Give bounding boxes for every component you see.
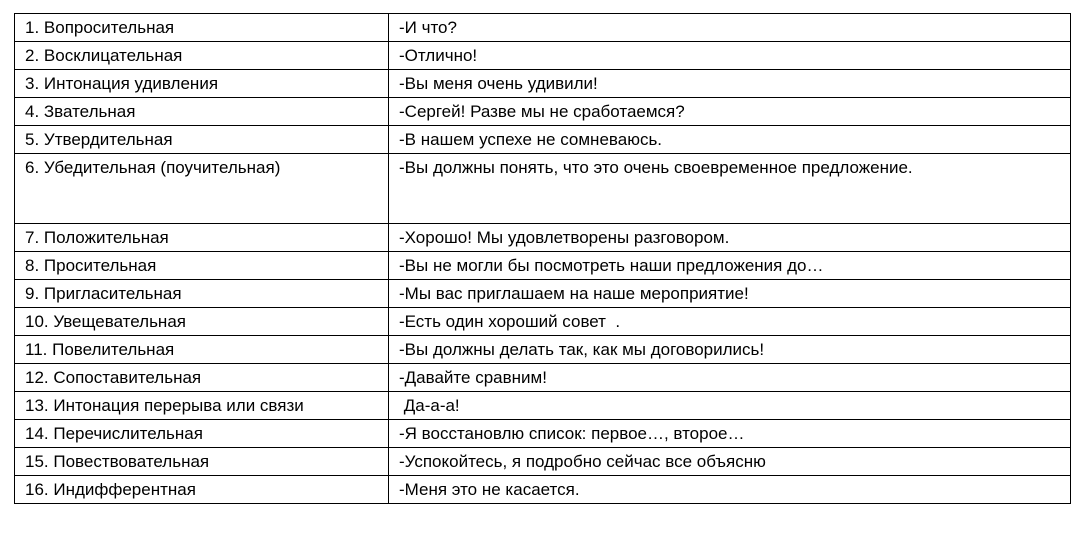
intonation-type-cell: 15. Повествовательная	[15, 448, 389, 476]
table-row	[15, 70, 1071, 98]
table-row	[15, 392, 1071, 420]
table-row	[15, 42, 1071, 70]
table-row	[15, 476, 1071, 504]
intonation-type-cell: 16. Индифферентная	[15, 476, 389, 504]
intonation-type-cell: 9. Пригласительная	[15, 280, 389, 308]
example-phrase-cell: -И что?	[389, 14, 1071, 42]
intonation-type-cell: 3. Интонация удивления	[15, 70, 389, 98]
example-phrase-cell: -Вы должны делать так, как мы договорились!	[389, 336, 1071, 364]
table-row	[15, 14, 1071, 42]
intonation-type-cell: 11. Повелительная	[15, 336, 389, 364]
table-row	[15, 126, 1071, 154]
intonation-type-cell: 10. Увещевательная	[15, 308, 389, 336]
example-phrase-cell: -Вы не могли бы посмотреть наши предложения до…	[389, 252, 1071, 280]
example-phrase-cell: -В нашем успехе не сомневаюсь.	[389, 126, 1071, 154]
table-row	[15, 280, 1071, 308]
example-phrase-cell: -Меня это не касается.	[389, 476, 1071, 504]
example-phrase-cell: -Сергей! Разве мы не сработаемся?	[389, 98, 1071, 126]
example-phrase-cell: -Отлично!	[389, 42, 1071, 70]
table-row	[15, 154, 1071, 224]
intonation-type-cell: 1. Вопросительная	[15, 14, 389, 42]
example-phrase-cell: -Успокойтесь, я подробно сейчас все объясню	[389, 448, 1071, 476]
table-row	[15, 252, 1071, 280]
example-phrase-cell: -Есть один хороший совет .	[389, 308, 1071, 336]
table-row	[15, 308, 1071, 336]
example-phrase-cell: -Мы вас приглашаем на наше мероприятие!	[389, 280, 1071, 308]
intonation-type-cell: 7. Положительная	[15, 224, 389, 252]
intonation-type-cell: 14. Перечислительная	[15, 420, 389, 448]
table-row	[15, 364, 1071, 392]
example-phrase-cell: -Вы меня очень удивили!	[389, 70, 1071, 98]
example-phrase-cell: -Я восстановлю список: первое…, второе…	[389, 420, 1071, 448]
intonation-type-cell: 8. Просительная	[15, 252, 389, 280]
table-row	[15, 448, 1071, 476]
table-row	[15, 98, 1071, 126]
intonation-type-cell: 12. Сопоставительная	[15, 364, 389, 392]
table-body	[15, 14, 1071, 504]
intonation-type-cell: 5. Утвердительная	[15, 126, 389, 154]
table-row	[15, 336, 1071, 364]
example-phrase-cell: -Хорошо! Мы удовлетворены разговором.	[389, 224, 1071, 252]
table-row	[15, 224, 1071, 252]
example-phrase-cell: Да-а-а!	[389, 392, 1071, 420]
intonation-type-cell: 4. Звательная	[15, 98, 389, 126]
intonation-type-cell: 6. Убедительная (поучительная)	[15, 154, 389, 224]
example-phrase-cell: -Вы должны понять, что это очень своевременное предложение.	[389, 154, 1071, 224]
intonation-type-cell: 13. Интонация перерыва или связи	[15, 392, 389, 420]
intonation-table	[14, 13, 1071, 504]
intonation-type-cell: 2. Восклицательная	[15, 42, 389, 70]
example-phrase-cell: -Давайте сравним!	[389, 364, 1071, 392]
table-row	[15, 420, 1071, 448]
